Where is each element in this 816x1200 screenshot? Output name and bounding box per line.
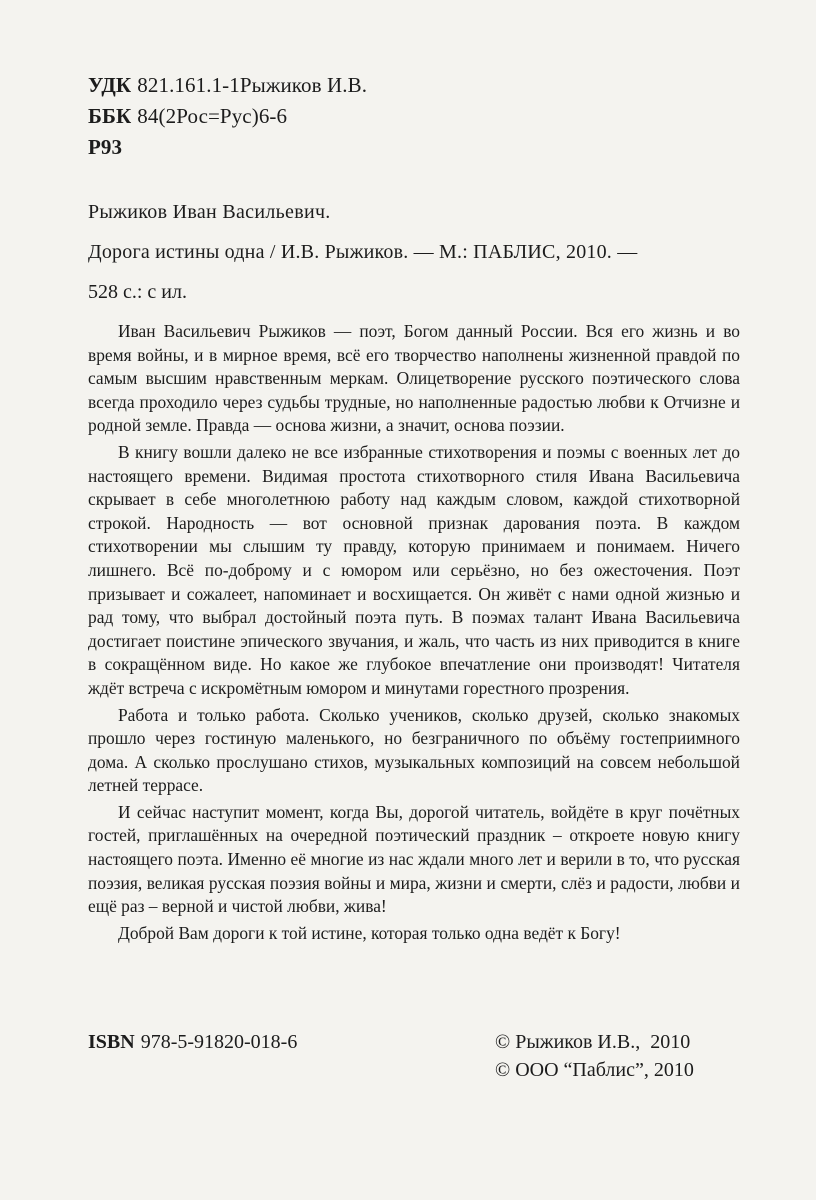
- copyright-block: [495, 1028, 694, 1084]
- isbn-label: ISBN: [88, 1031, 135, 1053]
- udk-line: [88, 70, 367, 101]
- copyright-author: © Рыжиков И.В., 2010: [495, 1031, 691, 1053]
- bbk-label: ББК: [88, 104, 132, 128]
- author-name: Рыжиков Иван Васильевич.: [88, 201, 331, 223]
- bibliographic-record: [88, 200, 738, 304]
- annotation-paragraph: Иван Васильевич Рыжиков — поэт, Богом данный России. Вся его жизнь и во время войны, и в мирное время, всё его творчество наполнены жизненной правдой по самым высшим нравственным меркам. Олицетворение русского поэтического слова всегда проходило через судьбы трудные, но наполненные радостью любви к Отчизне и родной земле. Правда — основа жизни, а значит, основа поэзии.: [88, 321, 740, 436]
- bbk-line: [88, 101, 367, 132]
- annotation-paragraph: Доброй Вам дороги к той истине, которая только одна ведёт к Богу!: [118, 922, 621, 943]
- isbn-value: 978-5-91820-018-6: [140, 1031, 298, 1053]
- udk-value: 821.161.1-1Рыжиков И.В.: [137, 73, 368, 97]
- annotation-paragraph: В книгу вошли далеко не все избранные стихотворения и поэмы с военных лет до настоящего времени. Видимая простота стихотворного стиля Ивана Васильевича скрывает в себе многолетнюю работу над каждым словом, каждой стихотворной строкой. Народность — вот основной признак дарования поэта. В каждом стихотворении мы слышим ту правду, которую принимаем и понимаем. Ничего лишнего. Всё по-доброму и с юмором или серьёзно, но без ожесточения. Поэт призывает и сожалеет, напоминает и восхищается. Он живёт с нами одной жизнью и рад тому, что выбрал достойный поэта путь. В поэмах талант Ивана Васильевича достигает поистине эпического звучания, и жаль, что часть из них приводится в книге в сокращённом виде. Но какое же глубокое впечатление они производят! Читателя ждёт встреча с искромётным юмором и минутами горестного прозрения.: [88, 441, 740, 698]
- bbk-value: 84(2Рос=Рус)6-6: [137, 104, 288, 128]
- page-count: 528 с.: с ил.: [88, 281, 187, 303]
- annotation-paragraph: И сейчас наступит момент, когда Вы, дорогой читатель, войдёте в круг почётных гостей, приглашённых на очередной поэтический праздник – откроете новую книгу настоящего поэта. Именно её многие из нас ждали много лет и верили в то, что русская поэзия, великая русская поэзия войны и мира, жизни и смерти, слёз и радости, любви и ещё раз – верной и чистой любви, жива!: [88, 801, 740, 917]
- annotation: [88, 320, 740, 945]
- annotation-paragraph: Работа и только работа. Сколько учеников, сколько друзей, сколько знакомых прошло через гостиную маленького, но безграничного по объёму гостеприимного дома. А сколько прослушано стихов, музыкальных композиций на совсем небольшой летней террасе.: [88, 704, 740, 796]
- udk-label: УДК: [88, 73, 132, 97]
- author-sign: Р93: [88, 135, 123, 159]
- title-statement: Дорога истины одна / И.В. Рыжиков. — М.: ПАБЛИС, 2010. —: [88, 241, 638, 263]
- classification-block: [88, 70, 367, 163]
- isbn: [88, 1028, 297, 1056]
- copyright-publisher: © ООО “Паблис”, 2010: [495, 1059, 694, 1081]
